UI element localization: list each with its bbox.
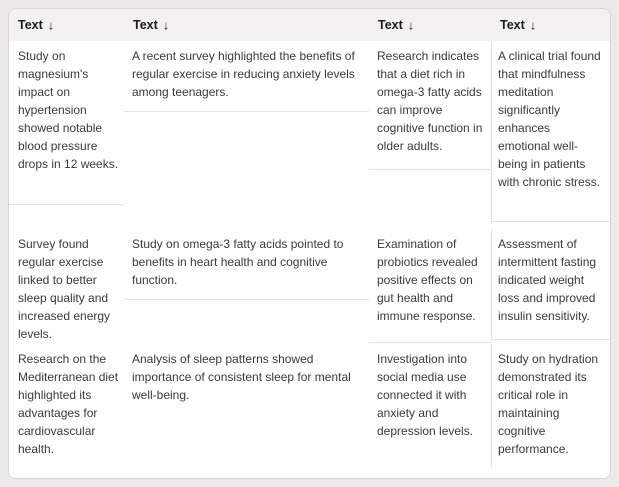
sort-descending-icon[interactable]: ↓ — [407, 18, 415, 33]
table-cell[interactable] — [369, 229, 491, 344]
cell-text: Study on omega-3 fatty acids pointed to benefits in heart health and cognitive function. — [132, 237, 344, 287]
table-cell[interactable] — [369, 344, 491, 478]
column-header-1[interactable] — [9, 9, 124, 41]
cell-text: A clinical trial found that mindfulness meditation significantly enhances emotional well-being in patients with chronic stress. — [498, 49, 601, 189]
table-cell[interactable] — [9, 229, 124, 344]
column-header-4[interactable] — [491, 9, 610, 41]
table-cell[interactable] — [124, 229, 369, 344]
sort-descending-icon[interactable]: ↓ — [529, 18, 537, 33]
column-header-2[interactable] — [124, 9, 369, 41]
cell-text: Assessment of intermittent fasting indicated weight loss and improved insulin sensitivity. — [498, 237, 597, 323]
sort-descending-icon[interactable]: ↓ — [47, 18, 55, 33]
table-cell[interactable] — [9, 344, 124, 478]
table-cell[interactable] — [491, 344, 610, 478]
cell-text: Study on magnesium's impact on hypertension showed notable blood pressure drops in 12 weeks. — [18, 49, 119, 171]
cell-text: Investigation into social media use connected it with anxiety and depression levels. — [377, 352, 474, 438]
table-cell[interactable] — [491, 229, 610, 344]
sort-descending-icon[interactable]: ↓ — [162, 18, 170, 33]
column-header-label: Text — [133, 18, 158, 32]
column-header-label: Text — [500, 18, 525, 32]
table-cell[interactable] — [9, 41, 124, 229]
cell-text: Study on hydration demonstrated its critical role in maintaining cognitive performance. — [498, 352, 599, 456]
cell-text: Examination of probiotics revealed positive effects on gut health and immune response. — [377, 237, 478, 323]
column-header-label: Text — [18, 18, 43, 32]
table-cell[interactable] — [124, 344, 369, 478]
cell-text: Research on the Mediterranean diet highlighted its advantages for cardiovascular health. — [18, 352, 119, 456]
table-cell[interactable] — [369, 41, 491, 229]
cell-text: Survey found regular exercise linked to better sleep quality and increased energy levels. — [18, 237, 111, 341]
cell-text: A recent survey highlighted the benefits of regular exercise in reducing anxiety levels among teenagers. — [132, 49, 355, 99]
column-header-3[interactable] — [369, 9, 491, 41]
cell-text: Research indicates that a diet rich in omega-3 fatty acids can improve cognitive function in older adults. — [377, 49, 483, 153]
table-cell[interactable] — [491, 41, 610, 229]
column-header-label: Text — [378, 18, 403, 32]
table-cell[interactable] — [124, 41, 369, 229]
cell-text: Analysis of sleep patterns showed importance of consistent sleep for mental well-being. — [132, 352, 351, 402]
table-header-row — [9, 9, 610, 41]
data-table — [8, 8, 611, 479]
table-body — [9, 41, 610, 478]
